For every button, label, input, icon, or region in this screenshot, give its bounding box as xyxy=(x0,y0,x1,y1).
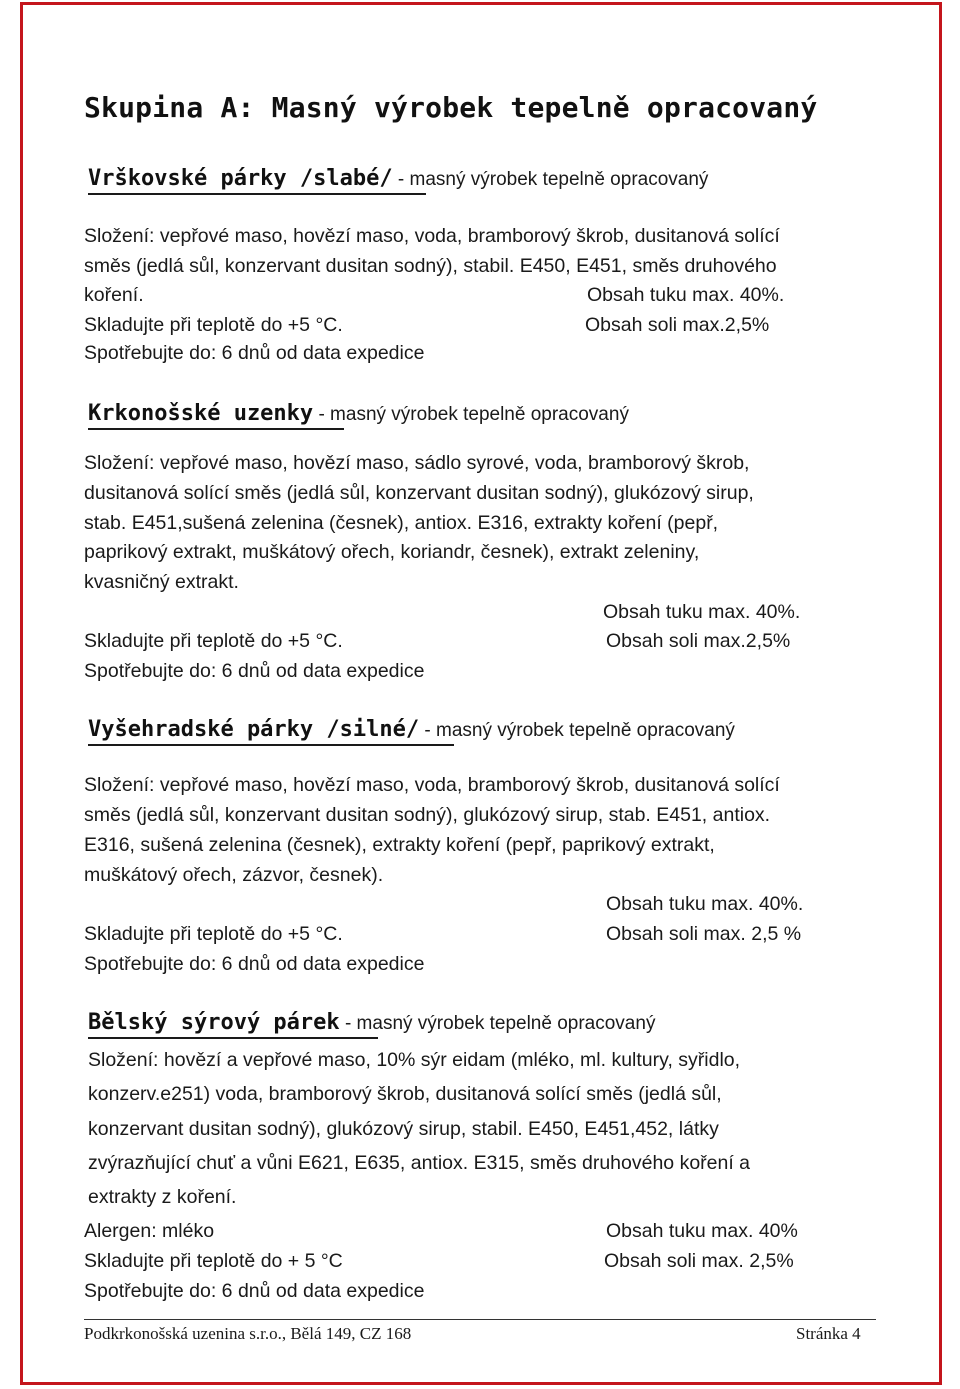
page-border xyxy=(20,2,942,1385)
page-title: Skupina A: Masný výrobek tepelně opracovaný xyxy=(84,91,818,124)
ingredients-line: paprikový extrakt, muškátový ořech, koriandr, česnek), extrakt zeleniny, xyxy=(84,541,700,563)
product-name-underline xyxy=(88,428,344,430)
storage-note: Skladujte při teplotě do +5 °C. xyxy=(84,630,343,652)
allergen-note: Alergen: mléko xyxy=(84,1220,215,1242)
ingredients-line: extrakty z koření. xyxy=(88,1186,237,1208)
product-name: Bělský sýrový párek xyxy=(88,1010,340,1035)
storage-note: Skladujte při teplotě do + 5 °C xyxy=(84,1250,343,1272)
ingredients-line: E316, sušená zelenina (česnek), extrakty koření (pepř, paprikový extrakt, xyxy=(84,834,715,856)
product-heading xyxy=(88,166,708,191)
product-name-underline xyxy=(88,193,426,195)
salt-content: Obsah soli max. 2,5% xyxy=(604,1250,794,1272)
product-heading xyxy=(88,1010,655,1035)
ingredients-line: muškátový ořech, zázvor, česnek). xyxy=(84,864,384,886)
storage-note: Skladujte při teplotě do +5 °C. xyxy=(84,314,343,336)
use-by-note: Spotřebujte do: 6 dnů od data expedice xyxy=(84,342,425,364)
product-name: Vyšehradské párky /silné/ xyxy=(88,717,420,742)
use-by-note: Spotřebujte do: 6 dnů od data expedice xyxy=(84,1280,425,1302)
ingredients-line: Složení: vepřové maso, hovězí maso, sádlo syrové, voda, bramborový škrob, xyxy=(84,452,750,474)
ingredients-line: Složení: vepřové maso, hovězí maso, voda, bramborový škrob, dusitanová solící xyxy=(84,774,780,796)
use-by-note: Spotřebujte do: 6 dnů od data expedice xyxy=(84,660,425,682)
product-heading xyxy=(88,717,735,742)
product-category: - masný výrobek tepelně opracovaný xyxy=(313,404,629,425)
ingredients-line: konzervant dusitan sodný), glukózový sirup, stabil. E450, E451,452, látky xyxy=(88,1118,719,1140)
salt-content: Obsah soli max.2,5% xyxy=(585,314,770,336)
product-category: - masný výrobek tepelně opracovaný xyxy=(339,1013,656,1034)
ingredients-line: stab. E451,sušená zelenina (česnek), antiox. E316, extrakty koření (pepř, xyxy=(84,512,719,534)
ingredients-line: směs (jedlá sůl, konzervant dusitan sodný), stabil. E450, E451, směs druhového xyxy=(84,255,777,277)
storage-note: Skladujte při teplotě do +5 °C. xyxy=(84,923,343,945)
fat-content: Obsah tuku max. 40%. xyxy=(587,284,785,306)
ingredients-line: dusitanová solící směs (jedlá sůl, konzervant dusitan sodný), glukózový sirup, xyxy=(84,482,754,504)
ingredients-line: Složení: vepřové maso, hovězí maso, voda, bramborový škrob, dusitanová solící xyxy=(84,225,780,247)
footer-divider xyxy=(84,1319,876,1320)
ingredients-line: koření. xyxy=(84,284,144,306)
product-category: - masný výrobek tepelně opracovaný xyxy=(419,720,735,741)
product-name-underline xyxy=(88,1037,378,1039)
salt-content: Obsah soli max.2,5% xyxy=(606,630,791,652)
product-category: - masný výrobek tepelně opracovaný xyxy=(392,169,709,190)
footer-company: Podkrkonošská uzenina s.r.o., Bělá 149, CZ 168 xyxy=(84,1324,412,1343)
product-name-underline xyxy=(88,744,454,746)
salt-content: Obsah soli max. 2,5 % xyxy=(606,923,802,945)
fat-content: Obsah tuku max. 40% xyxy=(606,1220,798,1242)
product-heading xyxy=(88,401,629,426)
ingredients-line: Složení: hovězí a vepřové maso, 10% sýr eidam (mléko, ml. kultury, syřidlo, xyxy=(88,1049,741,1071)
fat-content: Obsah tuku max. 40%. xyxy=(603,601,801,623)
ingredients-line: zvýrazňující chuť a vůni E621, E635, antiox. E315, směs druhového koření a xyxy=(88,1152,751,1174)
fat-content: Obsah tuku max. 40%. xyxy=(606,893,804,915)
product-name: Vrškovské párky /slabé/ xyxy=(88,166,393,191)
ingredients-line: kvasničný extrakt. xyxy=(84,571,239,593)
ingredients-line: směs (jedlá sůl, konzervant dusitan sodný), glukózový sirup, stab. E451, antiox. xyxy=(84,804,771,826)
use-by-note: Spotřebujte do: 6 dnů od data expedice xyxy=(84,953,425,975)
footer-page-number: Stránka 4 xyxy=(796,1324,861,1343)
ingredients-line: konzerv.e251) voda, bramborový škrob, dusitanová solící směs (jedlá sůl, xyxy=(88,1083,722,1105)
product-name: Krkonošské uzenky xyxy=(88,401,314,426)
